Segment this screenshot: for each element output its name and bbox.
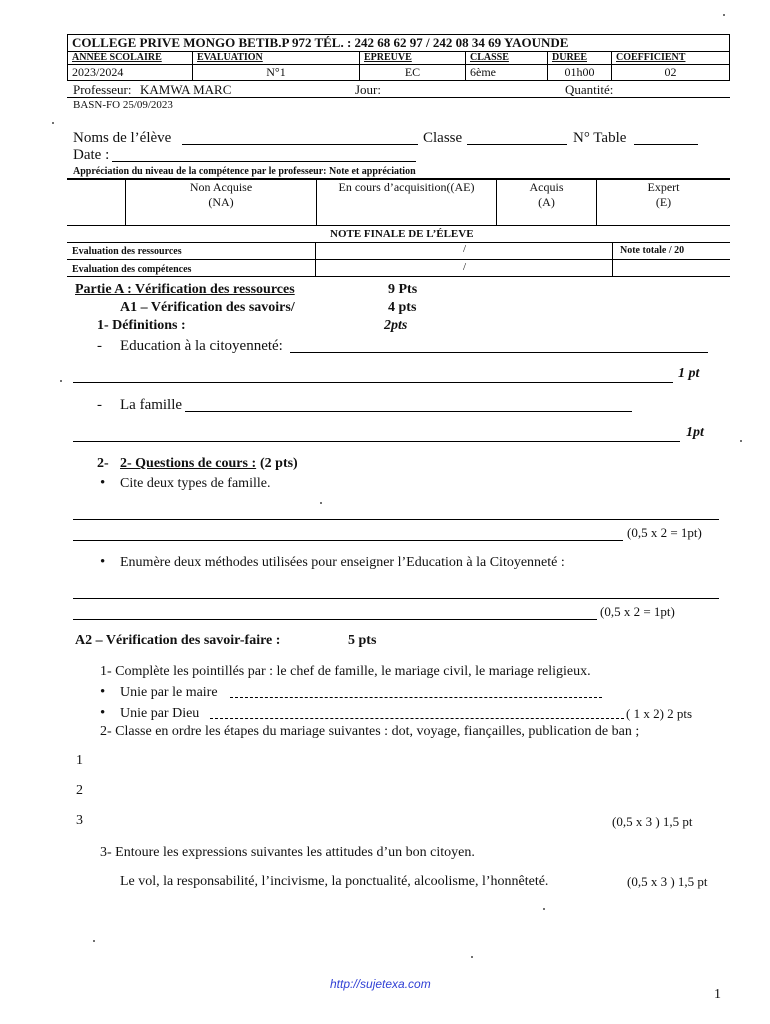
- q-item-1-points: (0,5 x 2 = 1pt): [627, 525, 702, 540]
- def-title: 1- Définitions :: [97, 318, 186, 333]
- a2-q2: 2- Classe en ordre les étapes du mariage suivantes : dot, voyage, fiançailles, publication de ban ;: [100, 724, 640, 739]
- date-label: Date :: [73, 147, 110, 163]
- a2-q3: 3- Entoure les expressions suivantes les attitudes d’un bon citoyen.: [100, 845, 475, 860]
- a2-q1-item-1: Unie par le maire: [120, 685, 218, 700]
- def-points: 2pts: [384, 318, 408, 333]
- a2-title: A2 – Vérification des savoir-faire :: [75, 633, 281, 648]
- a2-q1-item-1-bullet: •: [100, 684, 106, 700]
- def-item-2: La famille: [120, 397, 183, 413]
- row-ressources: Evaluation des ressources: [72, 246, 182, 257]
- q-number: 2-: [97, 456, 109, 471]
- a2-q2-num-2: 2: [76, 783, 83, 798]
- footer-url[interactable]: http://sujetexa.com: [330, 977, 431, 991]
- header-table: [67, 34, 730, 81]
- speck: [723, 14, 725, 16]
- speck: [93, 940, 95, 942]
- row-competences: Evaluation des compétences: [72, 264, 192, 275]
- appreciation-table: [67, 179, 730, 226]
- label-annee: ANNÉE SCOLAIRE: [68, 52, 193, 64]
- student-name-label: Noms de l’élève: [73, 130, 172, 146]
- speck: [60, 380, 62, 382]
- label-evaluation: EVALUATION: [193, 52, 360, 64]
- slash-1: /: [463, 243, 467, 255]
- a2-q2-num-3: 3: [76, 813, 83, 828]
- appreciation-title: Appréciation du niveau de la compétence par le professeur: Note et appréciation: [73, 166, 416, 177]
- a2-q1-item-2-bullet: •: [100, 705, 106, 721]
- label-duree: DUREE: [548, 52, 612, 64]
- a2-q1-points: ( 1 x 2) 2 pts: [626, 706, 693, 721]
- q-item-1-bullet: •: [100, 475, 106, 491]
- blank-cell: [67, 180, 126, 226]
- value-classe: 6ème: [466, 65, 548, 80]
- q-item-2: Enumère deux méthodes utilisées pour enseigner l’Education à la Citoyenneté :: [120, 555, 565, 570]
- partA-points: 9 Pts: [388, 282, 418, 297]
- q-points: (2 pts): [260, 456, 298, 471]
- page-number: 1: [714, 987, 721, 1002]
- a2-q2-points: (0,5 x 3 ) 1,5 pt: [612, 814, 693, 829]
- a1-points: 4 pts: [388, 300, 417, 315]
- label-coefficient: COEFFICIENT: [616, 52, 686, 63]
- school-line: COLLEGE PRIVE MONGO BETIB.P 972 TÉL. : 242 68 62 97 / 242 08 34 69 YAOUNDE: [72, 35, 569, 50]
- def-item-1: Education à la citoyenneté:: [120, 338, 283, 354]
- slash-2: /: [463, 261, 467, 273]
- quantite-label: Quantité:: [565, 82, 614, 97]
- q-item-2-points: (0,5 x 2 = 1pt): [600, 604, 675, 619]
- q-item-2-bullet: •: [100, 554, 106, 570]
- level-e: Expert (E): [597, 180, 731, 226]
- label-epreuve: EPREUVE: [360, 52, 466, 64]
- level-ae: En cours d’acquisition((AE): [317, 180, 497, 226]
- def-item-1-points: 1 pt: [678, 366, 700, 381]
- note-finale-title: NOTE FINALE DE L’ÉLEVE: [330, 228, 474, 240]
- jour-label: Jour:: [355, 82, 381, 97]
- a2-q1-item-2: Unie par Dieu: [120, 706, 200, 721]
- label-classe: CLASSE: [466, 52, 548, 64]
- professeur-label: Professeur:: [73, 82, 132, 97]
- value-annee: 2023/2024: [68, 65, 193, 80]
- def-item-1-bullet: -: [97, 338, 102, 354]
- ref-code: BASN-FO 25/09/2023: [73, 99, 173, 111]
- professeur-name: KAMWA MARC: [140, 82, 232, 97]
- def-item-2-bullet: -: [97, 397, 102, 413]
- table-label: N° Table: [573, 130, 627, 146]
- def-item-2-points: 1pt: [686, 425, 704, 440]
- a2-points: 5 pts: [348, 633, 377, 648]
- value-evaluation: N°1: [193, 65, 360, 80]
- level-a: Acquis (A): [497, 180, 597, 226]
- value-coefficient: 02: [664, 65, 677, 79]
- q-title: 2- Questions de cours :: [120, 456, 257, 471]
- classe-label: Classe: [423, 130, 463, 146]
- speck: [543, 908, 545, 910]
- a1-title: A1 – Vérification des savoirs/: [120, 300, 295, 315]
- partA-title: Partie A : Vérification des ressources: [75, 282, 295, 297]
- level-na: Non Acquise (NA): [126, 180, 317, 226]
- a2-q3-words: Le vol, la responsabilité, l’incivisme, la ponctualité, alcoolisme, l’honnêteté.: [120, 874, 549, 889]
- speck: [320, 502, 322, 504]
- value-duree: 01h00: [548, 65, 612, 80]
- speck: [52, 122, 54, 124]
- speck: [740, 440, 742, 442]
- speck: [471, 956, 473, 958]
- a2-q1: 1- Complète les pointillés par : le chef de famille, le mariage civil, le mariage religieux.: [100, 664, 591, 679]
- q-item-1: Cite deux types de famille.: [120, 476, 271, 491]
- note-totale: Note totale / 20: [620, 245, 685, 256]
- value-epreuve: EC: [360, 65, 466, 80]
- a2-q3-points: (0,5 x 3 ) 1,5 pt: [627, 874, 708, 889]
- a2-q2-num-1: 1: [76, 753, 83, 768]
